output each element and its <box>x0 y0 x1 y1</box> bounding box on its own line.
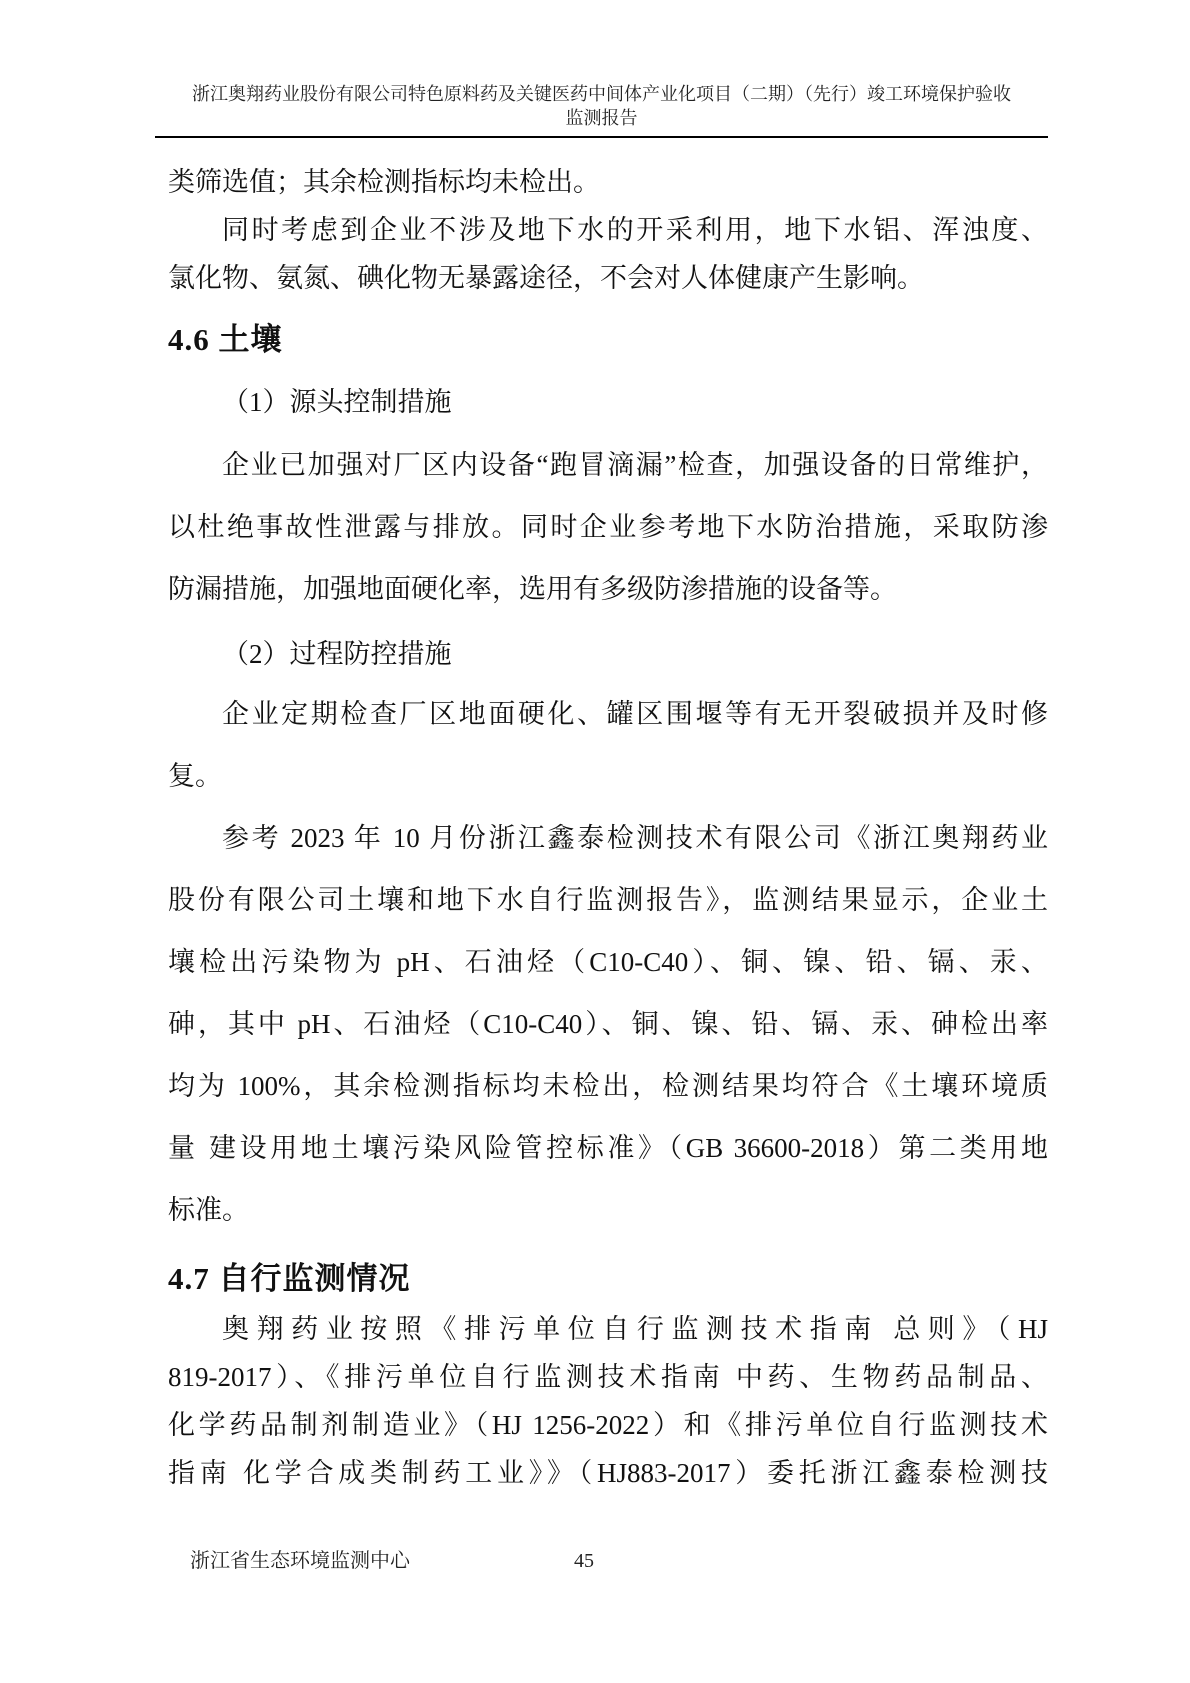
text-line: 类筛选值；其余检测指标均未检出。 <box>168 167 600 197</box>
page-number: 45 <box>574 1550 594 1572</box>
text-line: 砷，其中 pH、石油烃（C10-C40）、铜、镍、铅、镉、汞、砷检出率 <box>168 1009 1048 1039</box>
footer-organization: 浙江省生态环境监测中心 <box>190 1550 410 1572</box>
text-line: （1）源头控制措施 <box>222 387 452 417</box>
text-line: 均为 100%，其余检测指标均未检出，检测结果均符合《土壤环境质 <box>168 1071 1048 1101</box>
paragraph-continuation <box>168 158 1048 206</box>
section-heading-4-7: 4.7 自行监测情况 <box>168 1261 411 1296</box>
page-footer <box>168 1548 1048 1574</box>
text-line: 复。 <box>168 761 222 791</box>
document-body <box>168 158 1048 1497</box>
text-line: 同时考虑到企业不涉及地下水的开采利用，地下水铝、浑浊度、 <box>222 215 1048 245</box>
text-line: （2）过程防控措施 <box>222 639 452 669</box>
paragraph-soil-monitoring-results <box>168 807 1048 1241</box>
report-header <box>155 82 1048 138</box>
paragraph-self-monitoring <box>168 1305 1048 1497</box>
header-title-line2: 监测报告 <box>565 108 638 128</box>
paragraph-groundwater <box>168 206 1048 302</box>
text-line: 819-2017）、《排污单位自行监测技术指南 中药、生物药品制品、 <box>168 1362 1048 1392</box>
text-line: 奥翔药业按照《排污单位自行监测技术指南 总则》（HJ <box>222 1314 1048 1344</box>
text-line: 企业已加强对厂区内设备“跑冒滴漏”检查，加强设备的日常维护， <box>222 450 1048 480</box>
paragraph-source-control <box>168 434 1048 620</box>
text-line: 化学药品制剂制造业》（HJ 1256-2022）和《排污单位自行监测技术 <box>168 1410 1048 1440</box>
text-line: 氯化物、氨氮、碘化物无暴露途径，不会对人体健康产生影响。 <box>168 263 924 293</box>
paragraph-item-2-title <box>168 630 1048 678</box>
paragraph-item-1-title <box>168 378 1048 426</box>
text-line: 壤检出污染物为 pH、石油烃（C10-C40）、铜、镍、铅、镉、汞、 <box>168 947 1048 977</box>
text-line: 参考 2023 年 10 月份浙江鑫泰检测技术有限公司《浙江奥翔药业 <box>222 823 1048 853</box>
text-line: 企业定期检查厂区地面硬化、罐区围堰等有无开裂破损并及时修 <box>222 699 1048 729</box>
text-line: 标准。 <box>168 1195 249 1225</box>
text-line: 股份有限公司土壤和地下水自行监测报告》，监测结果显示，企业土 <box>168 885 1048 915</box>
header-title-line1: 浙江奥翔药业股份有限公司特色原料药及关键医药中间体产业化项目（二期）（先行）竣工环境保护验收 <box>192 84 1011 104</box>
text-line: 防漏措施，加强地面硬化率，选用有多级防渗措施的设备等。 <box>168 574 897 604</box>
text-line: 量 建设用地土壤污染风险管控标准》（GB 36600-2018）第二类用地 <box>168 1133 1048 1163</box>
text-line: 以杜绝事故性泄露与排放。同时企业参考地下水防治措施，采取防渗 <box>168 512 1048 542</box>
section-heading-4-6: 4.6 土壤 <box>168 322 283 357</box>
text-line: 指南 化学合成类制药工业》》（HJ883-2017）委托浙江鑫泰检测技 <box>168 1458 1048 1488</box>
paragraph-process-control <box>168 683 1048 807</box>
